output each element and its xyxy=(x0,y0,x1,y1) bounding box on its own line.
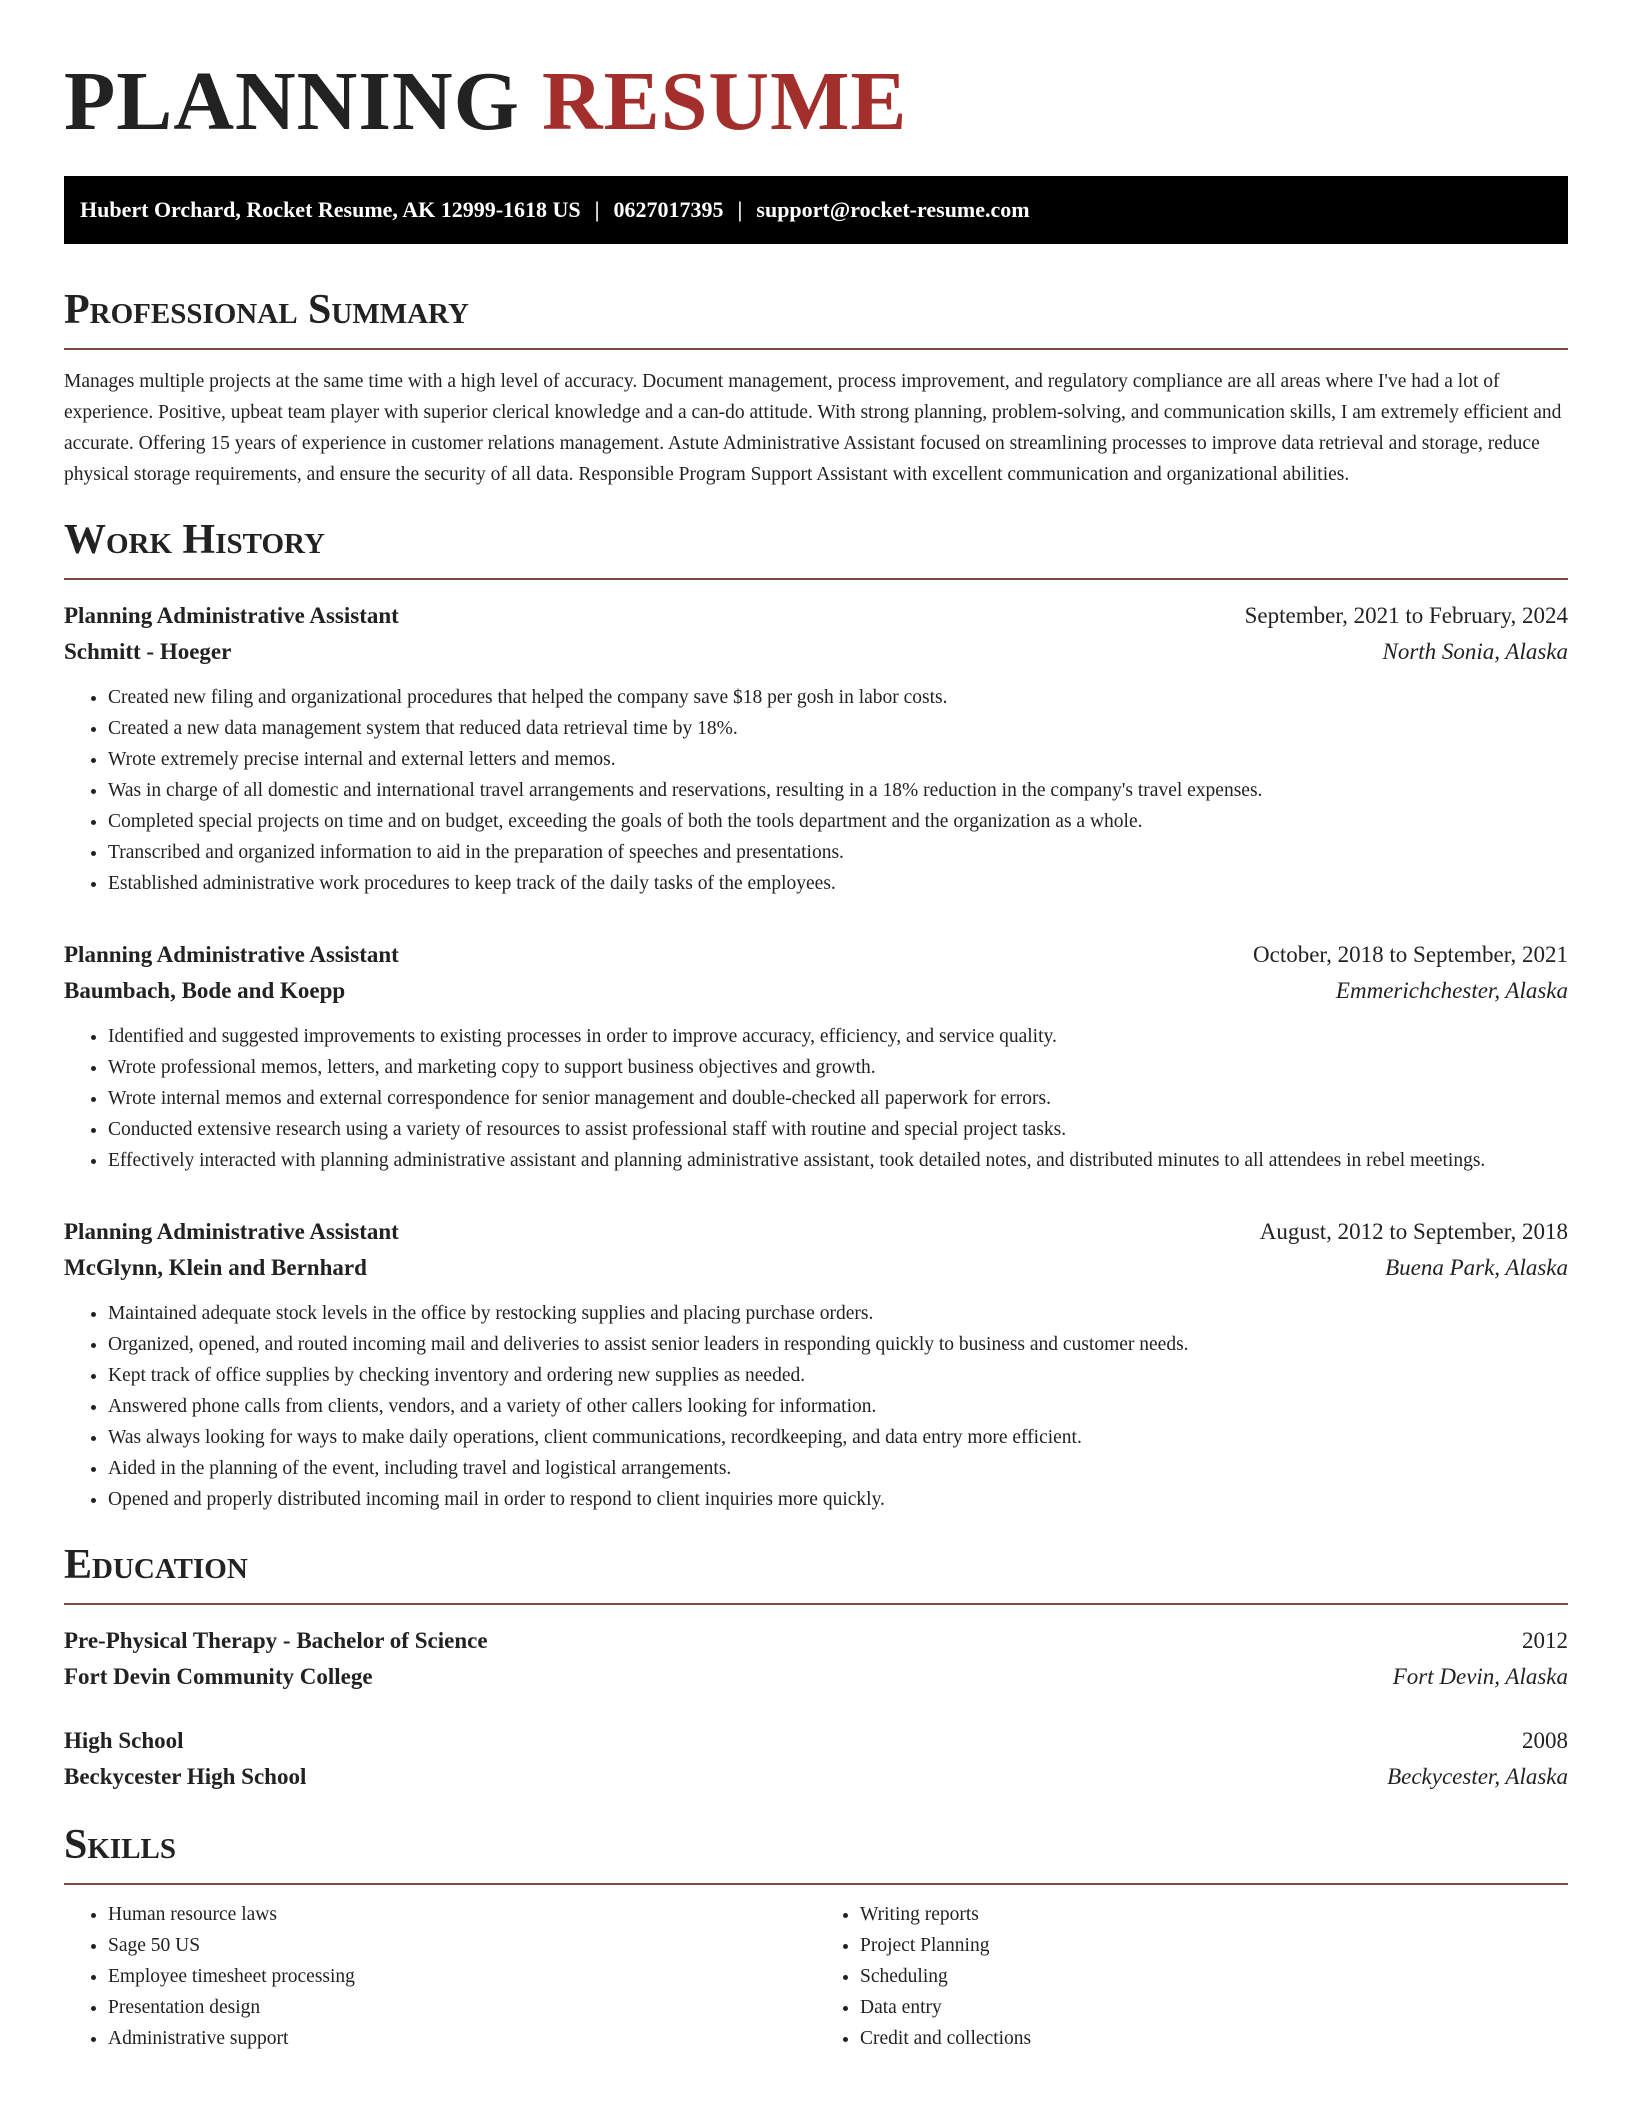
job-dates: September, 2021 to February, 2024 xyxy=(1244,603,1568,628)
job-entry xyxy=(64,1214,1568,1515)
skills-heading: Skills xyxy=(64,1822,177,1868)
education-degree-row xyxy=(64,1623,1568,1659)
job-company: Schmitt - Hoeger xyxy=(64,639,232,664)
skill-item: • Data entry xyxy=(860,1992,1568,2023)
job-bullet: • Identified and suggested improvements to existing processes in order to improve accuracy, efficiency, and service quality. xyxy=(108,1021,1568,1052)
job-entry xyxy=(64,937,1568,1176)
skill-item: • Sage 50 US xyxy=(108,1930,816,1961)
job-company-row xyxy=(64,634,1568,670)
job-title: Planning Administrative Assistant xyxy=(64,1219,399,1244)
contact-email[interactable]: support@rocket-resume.com xyxy=(756,197,1030,222)
job-location: Buena Park, Alaska xyxy=(1385,1255,1568,1280)
job-bullet: • Aided in the planning of the event, including travel and logistical arrangements. xyxy=(108,1453,1568,1484)
contact-bar xyxy=(64,176,1568,244)
job-header-row xyxy=(64,1214,1568,1250)
contact-separator: | xyxy=(594,197,600,222)
education-school-row xyxy=(64,1759,1568,1795)
education-location: Fort Devin, Alaska xyxy=(1392,1664,1568,1689)
education-entry xyxy=(64,1723,1568,1795)
job-bullet: • Wrote internal memos and external correspondence for senior management and double-checked all paperwork for errors. xyxy=(108,1083,1568,1114)
job-bullet: • Opened and properly distributed incoming mail in order to respond to client inquiries more quickly. xyxy=(108,1484,1568,1515)
job-entry xyxy=(64,598,1568,899)
skill-item: • Presentation design xyxy=(108,1992,816,2023)
resume-title xyxy=(64,0,1568,152)
skill-item: • Administrative support xyxy=(108,2023,816,2054)
skill-item: • Project Planning xyxy=(860,1930,1568,1961)
job-bullet: • Kept track of office supplies by checking inventory and ordering new supplies as needed. xyxy=(108,1360,1568,1391)
job-bullet: • Answered phone calls from clients, vendors, and a variety of other callers looking for information. xyxy=(108,1391,1568,1422)
education-degree-row xyxy=(64,1723,1568,1759)
skill-item: • Employee timesheet processing xyxy=(108,1961,816,1992)
education-list xyxy=(64,1623,1568,1795)
education-entry xyxy=(64,1623,1568,1695)
skill-item: • Credit and collections xyxy=(860,2023,1568,2054)
education-year: 2008 xyxy=(1522,1728,1568,1753)
education-school: Fort Devin Community College xyxy=(64,1664,373,1689)
job-bullet: • Was always looking for ways to make daily operations, client communications, recordkeeping, and data entry more efficient. xyxy=(108,1422,1568,1453)
education-school-row xyxy=(64,1659,1568,1695)
skill-item: • Scheduling xyxy=(860,1961,1568,1992)
job-company: McGlynn, Klein and Bernhard xyxy=(64,1255,367,1280)
education-location: Beckycester, Alaska xyxy=(1387,1764,1568,1789)
contact-separator: | xyxy=(737,197,743,222)
education-degree: Pre-Physical Therapy - Bachelor of Science xyxy=(64,1628,488,1653)
skills-columns xyxy=(64,1899,1568,2054)
job-header-row xyxy=(64,598,1568,634)
job-bullets xyxy=(64,1021,1568,1176)
section-divider xyxy=(64,1883,1568,1885)
job-title: Planning Administrative Assistant xyxy=(64,942,399,967)
section-divider xyxy=(64,1603,1568,1605)
job-bullet: • Created a new data management system that reduced data retrieval time by 18%. xyxy=(108,713,1568,744)
education-school: Beckycester High School xyxy=(64,1764,307,1789)
job-bullet: • Conducted extensive research using a variety of resources to assist professional staff with routine and special project tasks. xyxy=(108,1114,1568,1145)
job-company: Baumbach, Bode and Koepp xyxy=(64,978,346,1003)
title-main: PLANNING xyxy=(64,55,521,148)
job-title: Planning Administrative Assistant xyxy=(64,603,399,628)
job-bullet: • Organized, opened, and routed incoming mail and deliveries to assist senior leaders in responding quickly to business and customer needs. xyxy=(108,1329,1568,1360)
job-bullet: • Completed special projects on time and on budget, exceeding the goals of both the tools department and the organization as a whole. xyxy=(108,806,1568,837)
job-bullets xyxy=(64,682,1568,899)
job-list xyxy=(64,598,1568,1515)
contact-phone: 0627017395 xyxy=(613,197,724,222)
resume-content xyxy=(64,0,1568,2054)
job-location: Emmerichchester, Alaska xyxy=(1335,978,1568,1003)
job-dates: August, 2012 to September, 2018 xyxy=(1259,1219,1568,1244)
job-bullet: • Created new filing and organizational procedures that helped the company save $18 per gosh in labor costs. xyxy=(108,682,1568,713)
title-accent: RESUME xyxy=(542,55,908,148)
skills-list-left xyxy=(64,1899,816,2054)
job-bullet: • Transcribed and organized information to aid in the preparation of speeches and presentations. xyxy=(108,837,1568,868)
job-bullet: • Effectively interacted with planning administrative assistant and planning administrative assistant, took detailed notes, and distributed minutes to all attendees in rebel meetings. xyxy=(108,1145,1568,1176)
job-bullet: • Wrote professional memos, letters, and marketing copy to support business objectives and growth. xyxy=(108,1052,1568,1083)
job-dates: October, 2018 to September, 2021 xyxy=(1253,942,1568,967)
job-bullet: • Maintained adequate stock levels in the office by restocking supplies and placing purchase orders. xyxy=(108,1298,1568,1329)
contact-address: Hubert Orchard, Rocket Resume, AK 12999-1618 US xyxy=(80,197,581,222)
summary-text: Manages multiple projects at the same time with a high level of accuracy. Document management, process improvement, and regulatory compliance are all areas where I've had a lot of experience. Positive, upbeat team player with superior clerical knowledge and a can-do attitude. With strong planning, problem-solving, and communication skills, I am extremely efficient and accurate. Offering 15 years of experience in customer relations management. Astute Administrative Assistant focused on streamlining processes to improve data retrieval and storage, reduce physical storage requirements, and ensure the security of all data. Responsible Program Support Assistant with excellent communication and organizational abilities. xyxy=(64,371,1562,485)
section-divider xyxy=(64,578,1568,580)
job-bullet: • Wrote extremely precise internal and external letters and memos. xyxy=(108,744,1568,775)
summary-heading: Professional Summary xyxy=(64,287,469,333)
work-history-heading: Work History xyxy=(64,517,325,563)
job-bullet: • Was in charge of all domestic and international travel arrangements and reservations, resulting in a 18% reduction in the company's travel expenses. xyxy=(108,775,1568,806)
job-header-row xyxy=(64,937,1568,973)
education-degree: High School xyxy=(64,1728,184,1753)
skill-item: • Human resource laws xyxy=(108,1899,816,1930)
job-company-row xyxy=(64,973,1568,1009)
job-company-row xyxy=(64,1250,1568,1286)
education-year: 2012 xyxy=(1522,1628,1568,1653)
section-divider xyxy=(64,348,1568,350)
skills-list-right xyxy=(816,1899,1568,2054)
job-bullets xyxy=(64,1298,1568,1515)
skill-item: • Writing reports xyxy=(860,1899,1568,1930)
job-location: North Sonia, Alaska xyxy=(1382,639,1568,664)
education-heading: Education xyxy=(64,1542,248,1588)
job-bullet: • Established administrative work procedures to keep track of the daily tasks of the employees. xyxy=(108,868,1568,899)
